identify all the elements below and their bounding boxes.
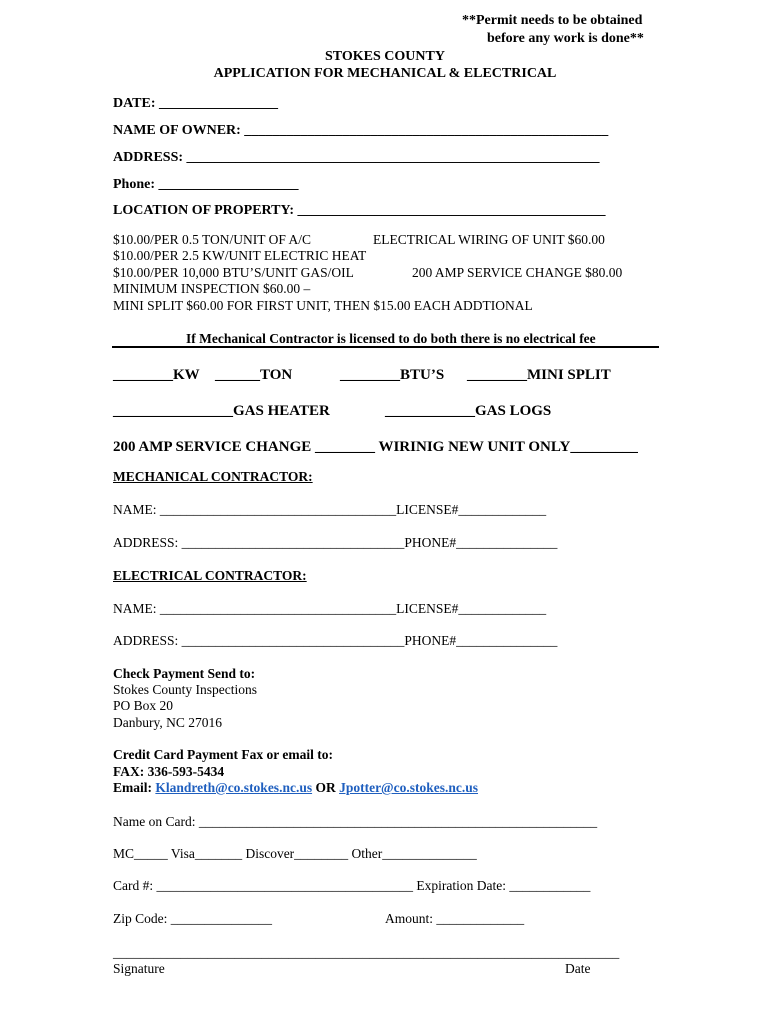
fax-number: FAX: 336-593-5434	[113, 764, 225, 779]
zip-code-field[interactable]: Zip Code: _______________	[113, 911, 272, 926]
gas-heater-field[interactable]: ________________GAS HEATER	[113, 403, 330, 419]
permit-notice-line2: before any work is done**	[487, 31, 644, 46]
fee-service-change: 200 AMP SERVICE CHANGE $80.00	[412, 265, 623, 280]
licensed-contractor-note: If Mechanical Contractor is licensed to do both there is no electrical fee	[186, 331, 596, 346]
mini-split-field[interactable]: ________MINI SPLIT	[467, 367, 611, 383]
ton-field[interactable]: ______TON	[215, 367, 293, 383]
mechanical-name-license-field[interactable]: NAME: ___________________________________LICENSE#_____________	[113, 502, 547, 517]
fee-minimum: MINIMUM INSPECTION $60.00 –	[113, 281, 311, 296]
email-label: Email:	[113, 780, 156, 795]
signature-line[interactable]: ___________________________________________________________________________	[113, 945, 620, 960]
check-payment-heading: Check Payment Send to:	[113, 666, 256, 681]
signature-label: Signature	[113, 961, 165, 976]
email-line	[113, 781, 478, 795]
card-type-field[interactable]: MC_____ Visa_______ Discover________ Other______________	[113, 846, 477, 861]
section-divider	[112, 346, 659, 348]
mechanical-address-phone-field[interactable]: ADDRESS: _________________________________PHONE#_______________	[113, 535, 558, 550]
owner-address-field[interactable]: ADDRESS: ___________________________________________________________	[113, 150, 600, 165]
property-location-field[interactable]: LOCATION OF PROPERTY: ____________________________________________	[113, 203, 606, 218]
fee-ac: $10.00/PER 0.5 TON/UNIT OF A/C	[113, 232, 312, 247]
fee-electric-heat: $10.00/PER 2.5 KW/UNIT ELECTRIC HEAT	[113, 248, 367, 263]
date-label: Date	[565, 961, 591, 976]
check-payment-line2: PO Box 20	[113, 698, 174, 713]
electrical-address-phone-field[interactable]: ADDRESS: _________________________________PHONE#_______________	[113, 633, 558, 648]
email-or: OR	[312, 780, 340, 795]
email-link-jpotter[interactable]: Jpotter@co.stokes.nc.us	[339, 780, 479, 795]
fee-wiring: ELECTRICAL WIRING OF UNIT $60.00	[373, 232, 605, 247]
btu-field[interactable]: ________BTU’S	[340, 367, 445, 383]
kw-field[interactable]: ________KW	[113, 367, 200, 383]
name-on-card-field[interactable]: Name on Card: ___________________________________________________________	[113, 814, 598, 829]
owner-name-field[interactable]: NAME OF OWNER: ____________________________________________________	[113, 123, 609, 138]
mechanical-contractor-heading: MECHANICAL CONTRACTOR:	[113, 469, 313, 484]
electrical-name-license-field[interactable]: NAME: ___________________________________LICENSE#_____________	[113, 601, 547, 616]
county-title: STOKES COUNTY	[325, 49, 445, 64]
permit-notice-line1: **Permit needs to be obtained	[462, 13, 643, 28]
card-number-expiration-field[interactable]: Card #: ______________________________________ Expiration Date: ____________	[113, 878, 591, 893]
service-change-field[interactable]: 200 AMP SERVICE CHANGE ________ WIRINIG NEW UNIT ONLY_________	[113, 439, 638, 455]
application-title: APPLICATION FOR MECHANICAL & ELECTRICAL	[213, 66, 557, 81]
date-field[interactable]: DATE: _________________	[113, 96, 279, 111]
gas-logs-field[interactable]: ____________GAS LOGS	[385, 403, 552, 419]
check-payment-line3: Danbury, NC 27016	[113, 715, 222, 730]
check-payment-line1: Stokes County Inspections	[113, 682, 257, 697]
email-link-klandreth[interactable]: Klandreth@co.stokes.nc.us	[155, 780, 313, 795]
owner-phone-field[interactable]: Phone: ____________________	[113, 177, 299, 192]
amount-field[interactable]: Amount: _____________	[385, 911, 525, 926]
fee-mini-split: MINI SPLIT $60.00 FOR FIRST UNIT, THEN $15.00 EACH ADDTIONAL	[113, 298, 533, 313]
fee-gas-oil: $10.00/PER 10,000 BTU’S/UNIT GAS/OIL	[113, 265, 354, 280]
card-payment-heading: Credit Card Payment Fax or email to:	[113, 747, 333, 762]
electrical-contractor-heading: ELECTRICAL CONTRACTOR:	[113, 568, 307, 583]
